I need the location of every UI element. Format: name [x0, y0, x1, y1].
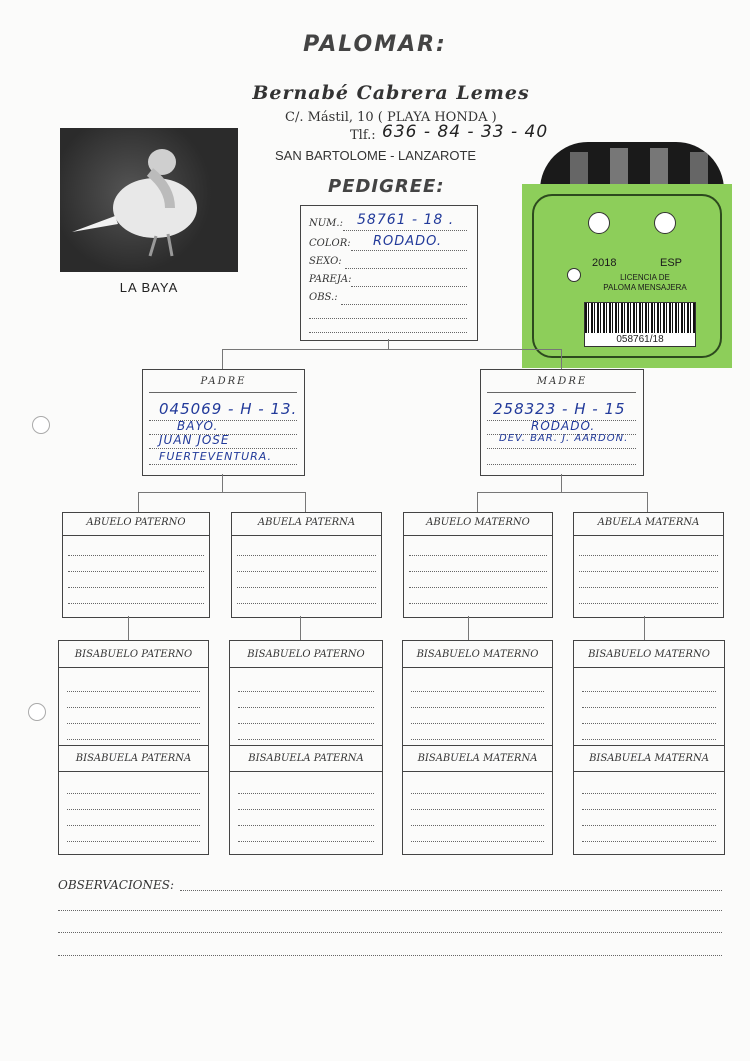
madre-header-line [487, 392, 636, 393]
ring-country: ESP [660, 257, 683, 269]
padre-owner: JUAN JOSE [159, 433, 230, 447]
abuela-materna-header: ABUELA MATERNA [597, 517, 700, 528]
observations-line-3 [58, 932, 722, 933]
binder-hole-top [32, 416, 50, 434]
ring-card-hole [567, 268, 581, 282]
connector [300, 616, 301, 640]
abuelo-materno-box [403, 512, 553, 618]
madre-line-3 [487, 448, 636, 449]
connector [468, 616, 469, 640]
abuelo-paterno-header: ABUELO PATERNO [86, 517, 186, 528]
observations-line-1 [180, 890, 722, 891]
pigeon-photo [60, 128, 238, 272]
ring-license-text [580, 273, 710, 293]
owner-city: SAN BARTOLOME - LANZAROTE [275, 148, 477, 163]
connector [222, 349, 223, 369]
bisabuelo-paterno-1-header: BISABUELO PATERNO [74, 649, 193, 660]
num-line [343, 230, 467, 231]
photo-caption: LA BAYA [119, 280, 179, 295]
connector [388, 339, 389, 349]
connector [561, 474, 562, 492]
obs-line-3 [309, 332, 467, 333]
madre-ring: 258323 - H - 15 [493, 400, 626, 418]
connector [128, 616, 129, 640]
madre-box [480, 369, 644, 476]
madre-header: MADRE [536, 376, 588, 387]
connector [138, 492, 306, 493]
loft-icon [540, 142, 724, 190]
bisabuela-materna-1-header: BISABUELA MATERNA [417, 753, 538, 764]
ring-number: 058761/18 [584, 333, 696, 347]
pareja-line [351, 286, 467, 287]
bisabuelo-materno-2-header: BISABUELO MATERNO [588, 649, 710, 660]
num-value: 58761 - 18 . [357, 212, 455, 228]
madre-line-4 [487, 464, 636, 465]
bisabuela-materna-2-header: BISABUELA MATERNA [589, 753, 709, 764]
obs-line-1 [341, 304, 467, 305]
abuela-materna-box [573, 512, 724, 618]
connector [647, 492, 648, 512]
ring-license-line1: LICENCIA DE [620, 273, 670, 282]
color-line [351, 250, 467, 251]
color-value: RODADO. [373, 234, 443, 249]
bisabuelo-materno-1-header: BISABUELO MATERNO [416, 649, 539, 660]
abuela-paterna-header: ABUELA PATERNA [257, 517, 356, 528]
seal-right-icon [654, 212, 676, 234]
bisabuelos-col-4 [573, 640, 725, 855]
connector [561, 349, 562, 369]
pedigree-title: PEDIGREE: [328, 176, 445, 197]
bird-info-box [300, 205, 478, 341]
abuela-paterna-box [231, 512, 382, 618]
abuelo-paterno-box [62, 512, 210, 618]
padre-header-line [149, 392, 297, 393]
sexo-line [345, 268, 467, 269]
observations-label: OBSERVACIONES: [58, 878, 175, 892]
ring-year: 2018 [592, 257, 617, 269]
observations-line-2 [58, 910, 722, 911]
obs-label: OBS.: [309, 292, 338, 303]
owner-address: C/. Mástil, 10 ( PLAYA HONDA ) [285, 110, 497, 125]
madre-color: RODADO. [531, 419, 596, 433]
madre-owner: DEV. BAR. J. AARDON. [499, 433, 629, 444]
pigeon-icon [60, 128, 238, 272]
barcode [584, 302, 696, 334]
pareja-label: PAREJA: [309, 274, 352, 285]
padre-box [142, 369, 305, 476]
bisabuela-paterna-1-header: BISABUELA PATERNA [75, 753, 192, 764]
connector [477, 492, 478, 512]
binder-hole-bottom [28, 703, 46, 721]
connector [222, 349, 562, 350]
padre-line-3 [149, 448, 297, 449]
padre-line-4 [149, 464, 297, 465]
connector [222, 474, 223, 492]
tel-value: 636 - 84 - 33 - 40 [382, 122, 549, 142]
bisabuelos-col-1 [58, 640, 209, 855]
bisabuelos-col-3 [402, 640, 553, 855]
bisabuela-paterna-2-header: BISABUELA PATERNA [248, 753, 364, 764]
padre-place: FUERTEVENTURA. [159, 450, 272, 463]
padre-ring: 045069 - H - 13. [159, 400, 298, 418]
padre-line-1 [149, 420, 297, 421]
color-label: COLOR: [309, 238, 351, 249]
seal-left-icon [588, 212, 610, 234]
abuelo-materno-header: ABUELO MATERNO [426, 517, 530, 528]
padre-color: BAYO. [177, 419, 219, 433]
connector [305, 492, 306, 512]
owner-name: Bernabé Cabrera Lemes [252, 82, 530, 104]
loft-photo [540, 142, 724, 190]
page-title: PALOMAR: [303, 32, 447, 57]
bisabuelos-col-2 [229, 640, 383, 855]
connector [644, 616, 645, 640]
observations-line-4 [58, 955, 722, 956]
tel-label: Tlf.: [350, 128, 376, 143]
ring-license-line2: PALOMA MENSAJERA [603, 283, 687, 292]
connector [138, 492, 139, 512]
num-label: NUM.: [309, 218, 343, 229]
connector [477, 492, 648, 493]
sexo-label: SEXO: [309, 256, 342, 267]
obs-line-2 [309, 318, 467, 319]
bisabuelo-paterno-2-header: BISABUELO PATERNO [247, 649, 365, 660]
padre-header: PADRE [200, 376, 247, 387]
